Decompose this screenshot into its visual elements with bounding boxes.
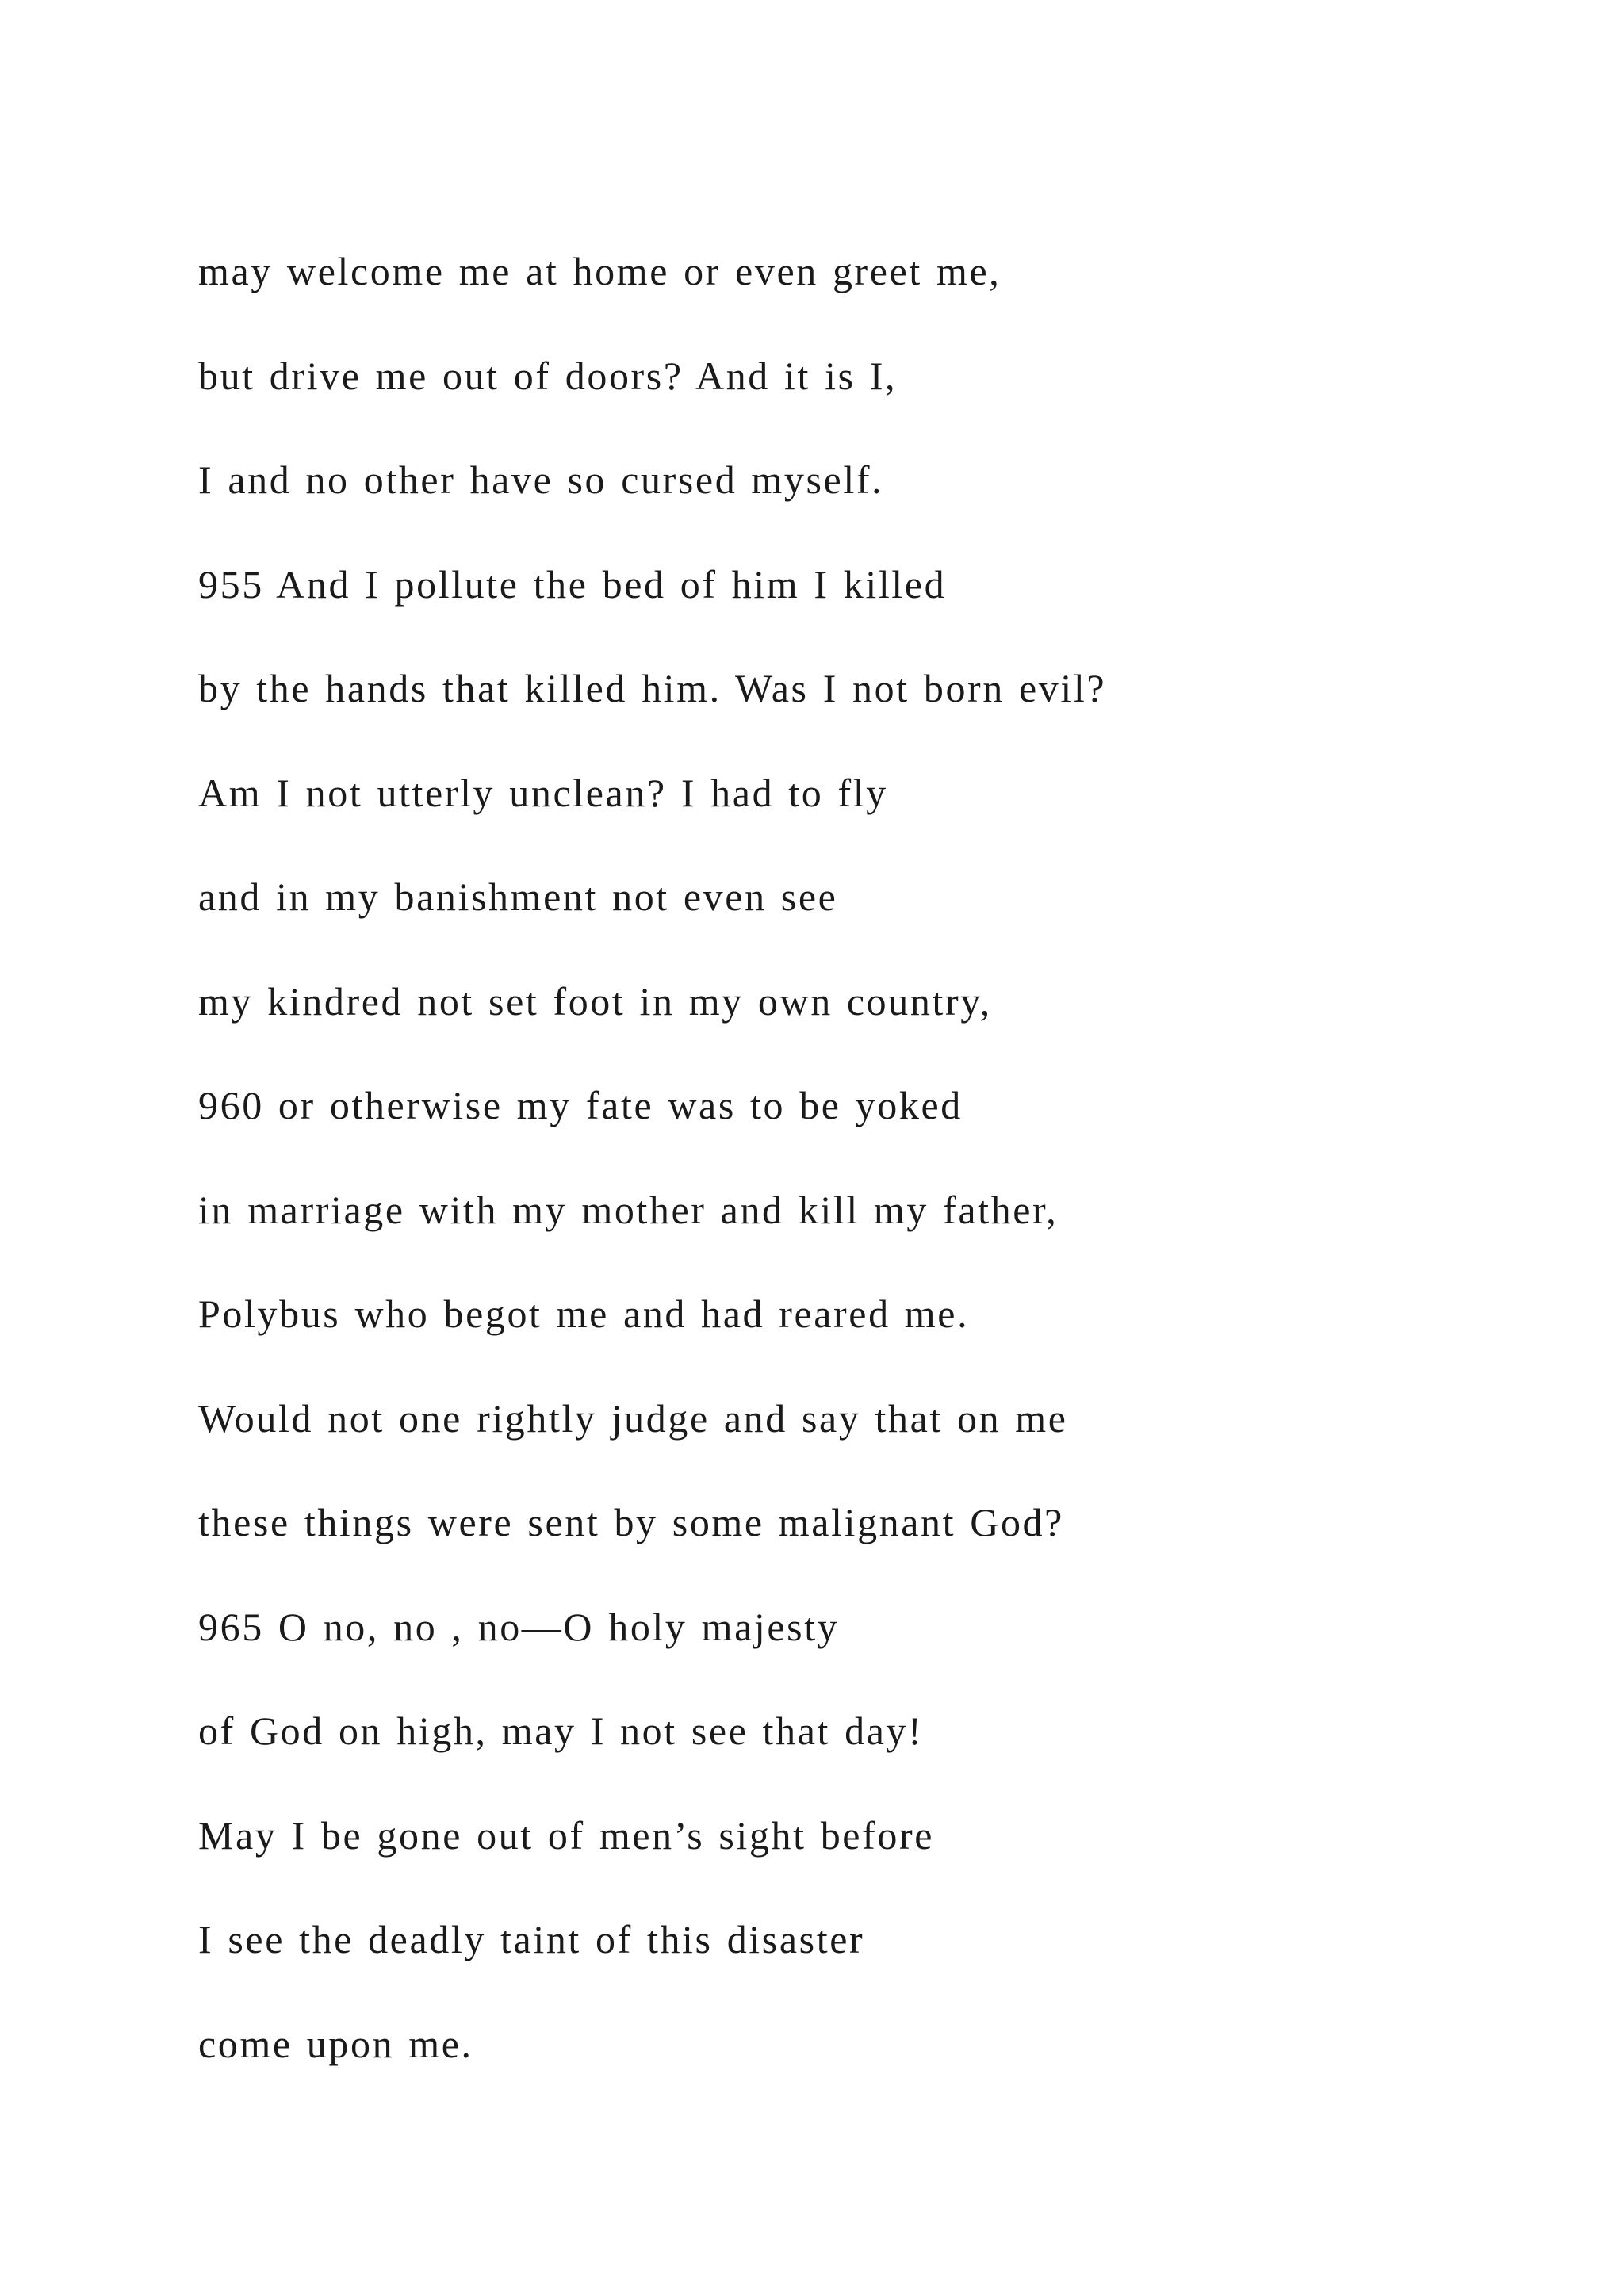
text-line: Am I not utterly unclean? I had to fly	[198, 770, 888, 815]
poem-text	[198, 247, 1106, 2124]
text-line: I and no other have so cursed myself.	[198, 457, 884, 502]
text-line: I see the deadly taint of this disaster	[198, 1917, 865, 1961]
text-line: 955 And I pollute the bed of him I killed	[198, 561, 947, 607]
text-line: and in my banishment not even see	[198, 874, 838, 919]
text-line: 965 O no, no , no—O holy majesty	[198, 1604, 840, 1649]
text-line: 960 or otherwise my fate was to be yoked	[198, 1083, 963, 1127]
text-line: May I be gone out of men’s sight before	[198, 1812, 934, 1858]
text-line: come upon me.	[198, 2021, 473, 2066]
text-line: may welcome me at home or even greet me,	[198, 249, 1002, 293]
text-line: Polybus who begot me and had reared me.	[198, 1292, 970, 1336]
text-line: Would not one rightly judge and say that on me	[198, 1395, 1068, 1441]
text-line: of God on high, may I not see that day!	[198, 1709, 924, 1753]
text-line: these things were sent by some malignant God?	[198, 1500, 1064, 1544]
text-line: but drive me out of doors? And it is I,	[198, 353, 898, 398]
text-line: my kindred not set foot in my own country,	[198, 978, 992, 1024]
text-line: in marriage with my mother and kill my father,	[198, 1187, 1059, 1232]
text-line: by the hands that killed him. Was I not born evil?	[198, 666, 1107, 710]
